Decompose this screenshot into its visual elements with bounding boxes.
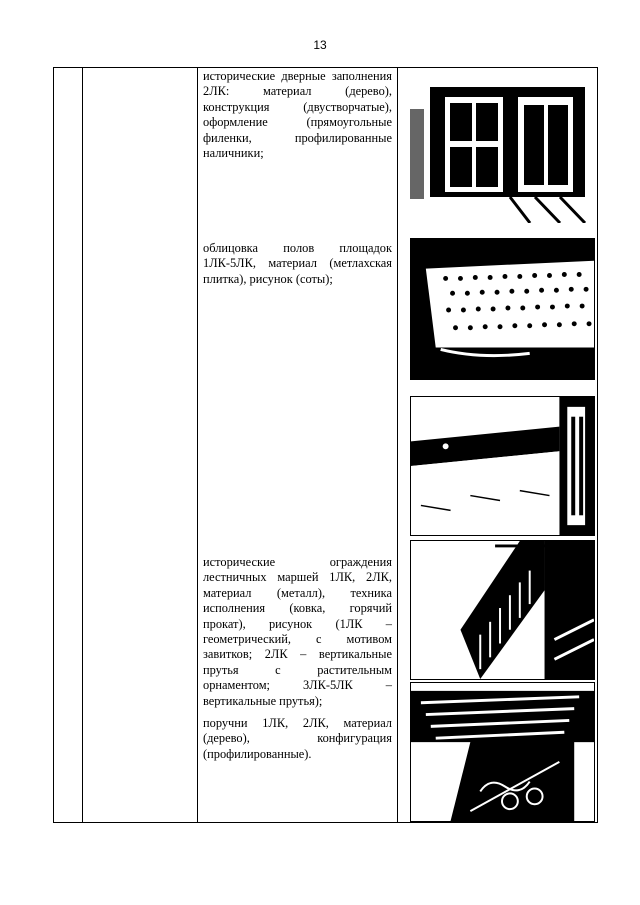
floor-tiles-description: облицовка полов площадок 1ЛК-5ЛК, материал (метлахская плитка), рисунок (соты); [203, 241, 392, 286]
landing-photo [410, 396, 595, 536]
railing-photo [410, 540, 595, 680]
table-bottom-border [53, 822, 598, 823]
tiled-floor-photo [410, 238, 595, 380]
table-top-border [53, 67, 598, 68]
doors-description: исторические дверные заполнения 2ЛК: материал (дерево), конструкция (двустворчатые), оформление (прямоугольные филенки, профилированные наличники; [203, 69, 392, 161]
table-border-right [597, 67, 598, 823]
staircase-photo [410, 682, 595, 822]
handrails-description: поручни 1ЛК, 2ЛК, материал (дерево), конфигурация (профилированные). [203, 716, 392, 761]
page-number: 13 [313, 38, 327, 52]
railings-description: исторические ограждения лестничных маршей 1ЛК, 2ЛК, материал (металл), техника исполнения (ковка, горячий прокат), рисунок (1ЛК – геометрический, с мотивом завитков; 2ЛК – вертикальные прутья с растительным орнаментом; 3ЛК-5ЛК – вертикальные прутья); [203, 555, 392, 708]
table-col-divider-3 [397, 67, 398, 823]
table-col-divider-1 [82, 67, 83, 823]
table-border-left [53, 67, 54, 823]
table-col-divider-2 [197, 67, 198, 823]
doorway-photo [410, 79, 595, 223]
